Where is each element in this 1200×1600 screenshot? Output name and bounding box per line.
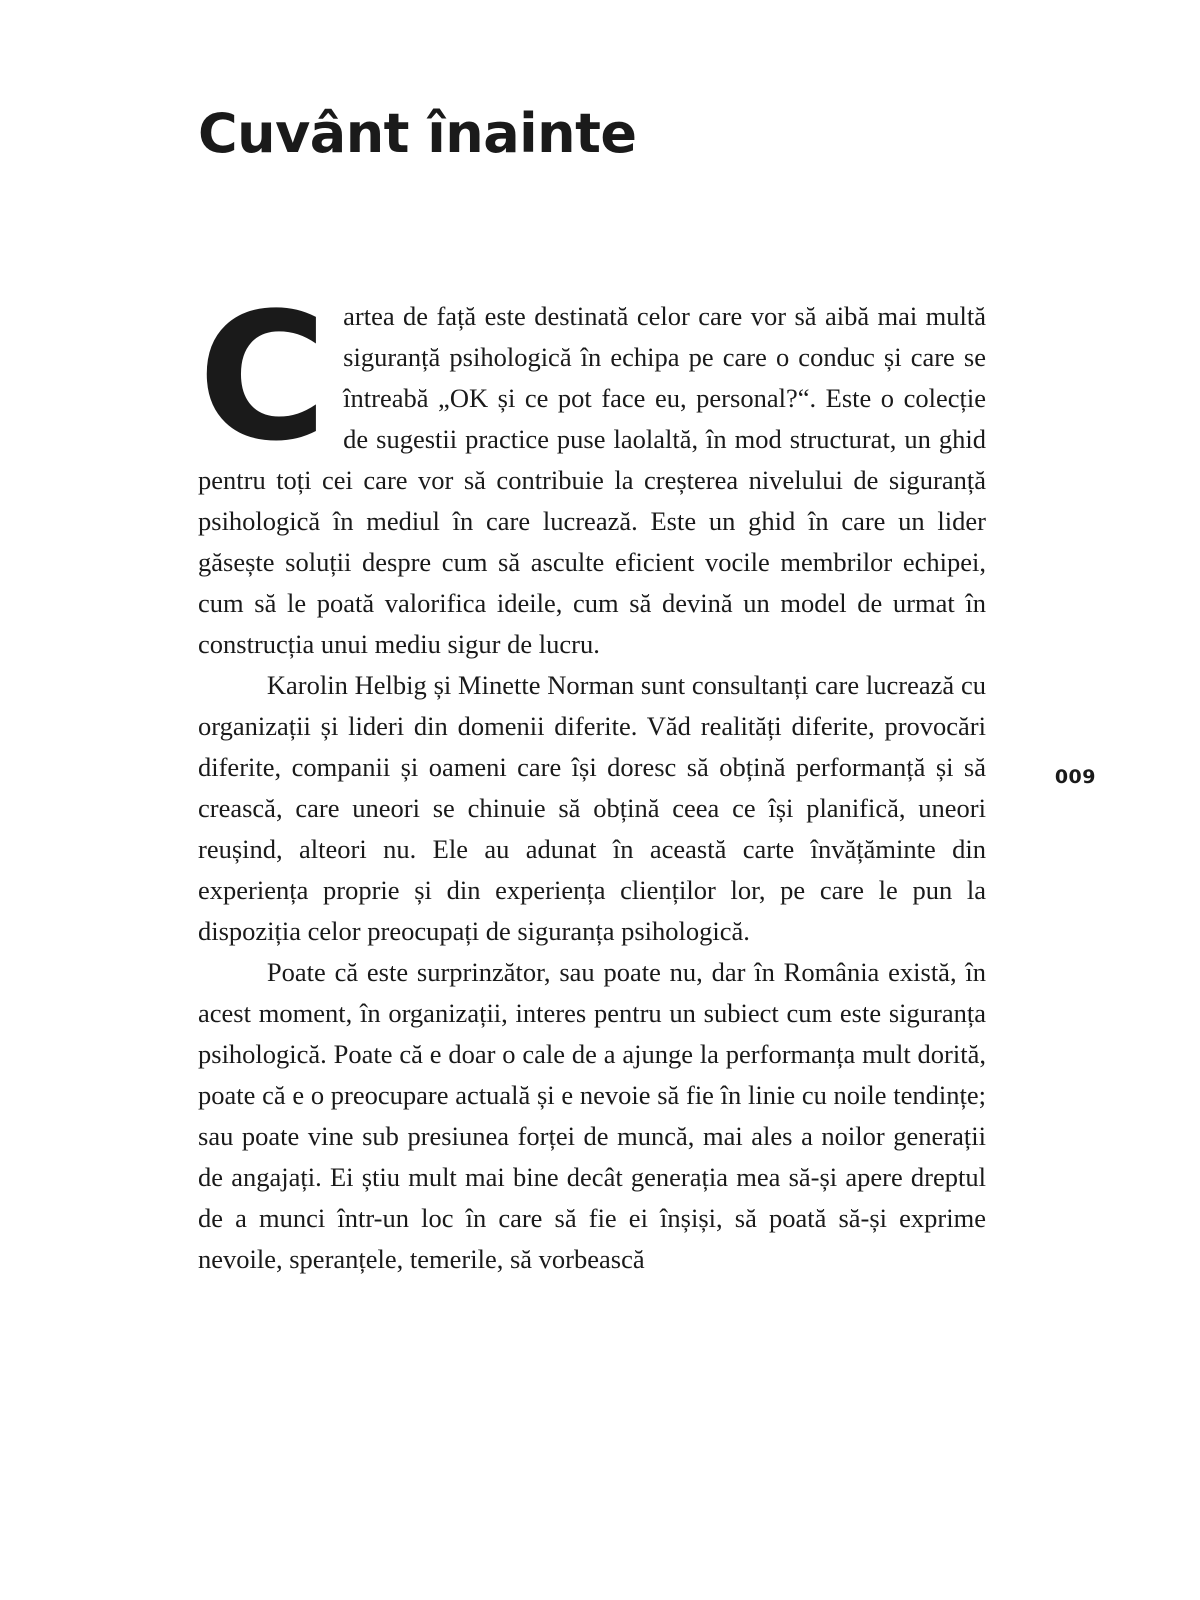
drop-cap-letter: C	[198, 275, 328, 480]
body-text-column	[198, 275, 986, 1280]
page-title: Cuvânt înainte	[198, 102, 637, 165]
paragraph-1-text: artea de față este destinată celor care vor să aibă mai multă siguranță psihologică în echipa pe care o conduc și care se întreabă „OK și ce pot face eu, personal?“. Este o colecție de sugestii practice puse laolaltă, în mod structurat, un ghid pentru toți cei care vor să contribuie la creșterea nivelului de siguranță psihologică în mediul în care lucrează. Este un ghid în care un lider găsește soluții despre cum să asculte eficient vocile membrilor echipei, cum să le poată valorifica ideile, cum să devină un model de urmat în construcția unui mediu sigur de lucru.	[198, 301, 986, 659]
paragraph-1	[198, 275, 986, 665]
page-number: 009	[1054, 766, 1096, 788]
paragraph-3: Poate că este surprinzător, sau poate nu, dar în România există, în acest moment, în organizații, interes pentru un subiect cum este siguranța psihologică. Poate că e doar o cale de a ajunge la performanța mult dorită, poate că e o preocupare actuală și e nevoie să fie în linie cu noile tendințe; sau poate vine sub presiunea forței de muncă, mai ales a noilor generații de angajați. Ei știu mult mai bine decât generația mea să-și apere dreptul de a munci într-un loc în care să fie ei înșiși, să poată să-și exprime nevoile, speranțele, temerile, să vorbească	[198, 957, 986, 1274]
paragraph-2: Karolin Helbig și Minette Norman sunt consultanți care lucrează cu organizații și lideri din domenii diferite. Văd realități diferite, provocări diferite, companii și oameni care își doresc să obțină performanță și să crească, care uneori se chinuie să obțină ceea ce își planifică, uneori reușind, alteori nu. Ele au adunat în această carte învățăminte din experiența proprie și din experiența clienților lor, pe care le pun la dispoziția celor preocupați de siguranța psihologică.	[198, 670, 986, 946]
